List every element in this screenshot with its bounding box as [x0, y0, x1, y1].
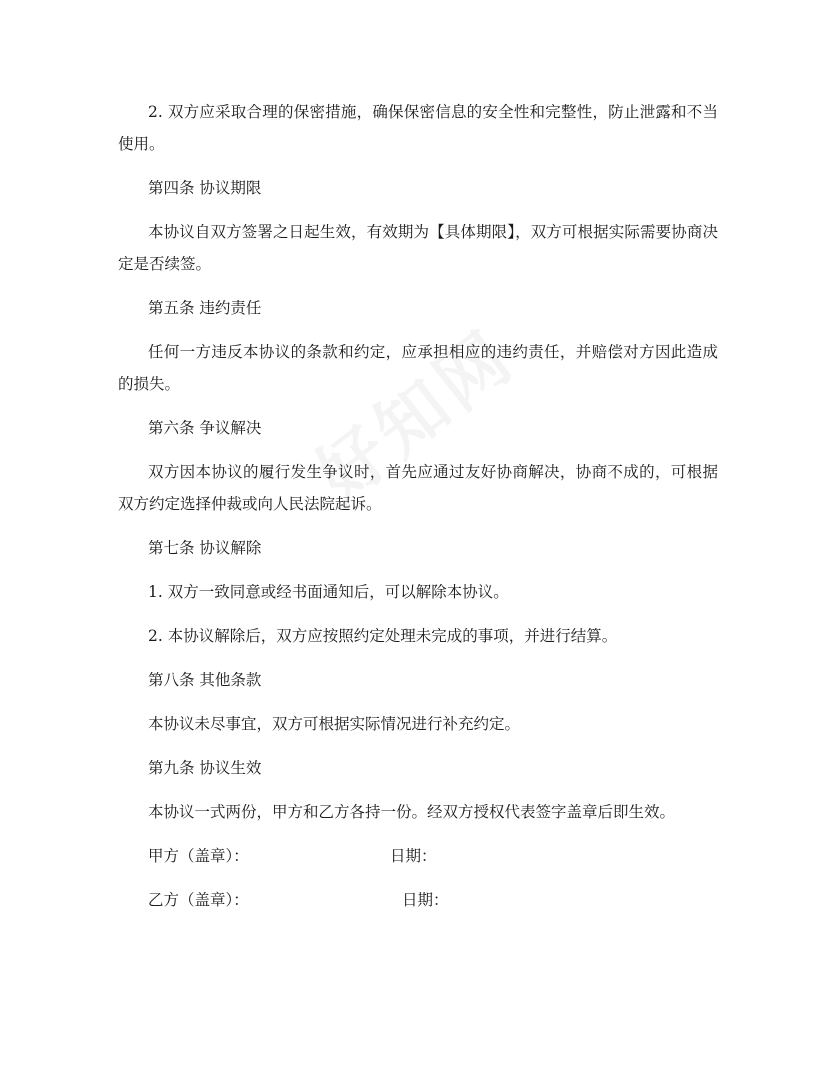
signature-row-party-a — [118, 840, 718, 872]
paragraph: 双方因本协议的履行发生争议时，首先应通过友好协商解决，协商不成的，可根据双方约定选择仲裁或向人民法院起诉。 — [118, 463, 718, 513]
party-a-seal-label: 甲方（盖章）： — [148, 847, 249, 865]
signature-row-party-b — [118, 884, 718, 916]
article-heading: 第九条 协议生效 — [148, 759, 262, 777]
paragraph: 本协议一式两份，甲方和乙方各持一份。经双方授权代表签字盖章后即生效。 — [148, 803, 676, 821]
article-heading: 第四条 协议期限 — [148, 179, 262, 197]
paragraph: 2. 双方应采取合理的保密措施，确保保密信息的安全性和完整性，防止泄露和不当使用。 — [118, 103, 718, 153]
article-heading: 第八条 其他条款 — [148, 671, 262, 689]
paragraph: 本协议自双方签署之日起生效，有效期为【具体期限】，双方可根据实际需要协商决定是否续签。 — [118, 223, 718, 273]
paragraph: 2. 本协议解除后，双方应按照约定处理未完成的事项，并进行结算。 — [148, 627, 618, 645]
paragraph: 任何一方违反本协议的条款和约定，应承担相应的违约责任，并赔偿对方因此造成的损失。 — [118, 343, 718, 393]
article-heading: 第七条 协议解除 — [148, 539, 262, 557]
article-heading: 第五条 违约责任 — [148, 299, 262, 317]
party-a-date-label: 日期： — [390, 847, 437, 865]
party-b-date-label: 日期： — [402, 891, 449, 909]
paragraph: 1. 双方一致同意或经书面通知后，可以解除本协议。 — [148, 583, 509, 601]
party-b-seal-label: 乙方（盖章）： — [148, 891, 249, 909]
document-body — [118, 96, 718, 928]
paragraph: 本协议未尽事宜，双方可根据实际情况进行补充约定。 — [148, 715, 521, 733]
article-heading: 第六条 争议解决 — [148, 419, 262, 437]
